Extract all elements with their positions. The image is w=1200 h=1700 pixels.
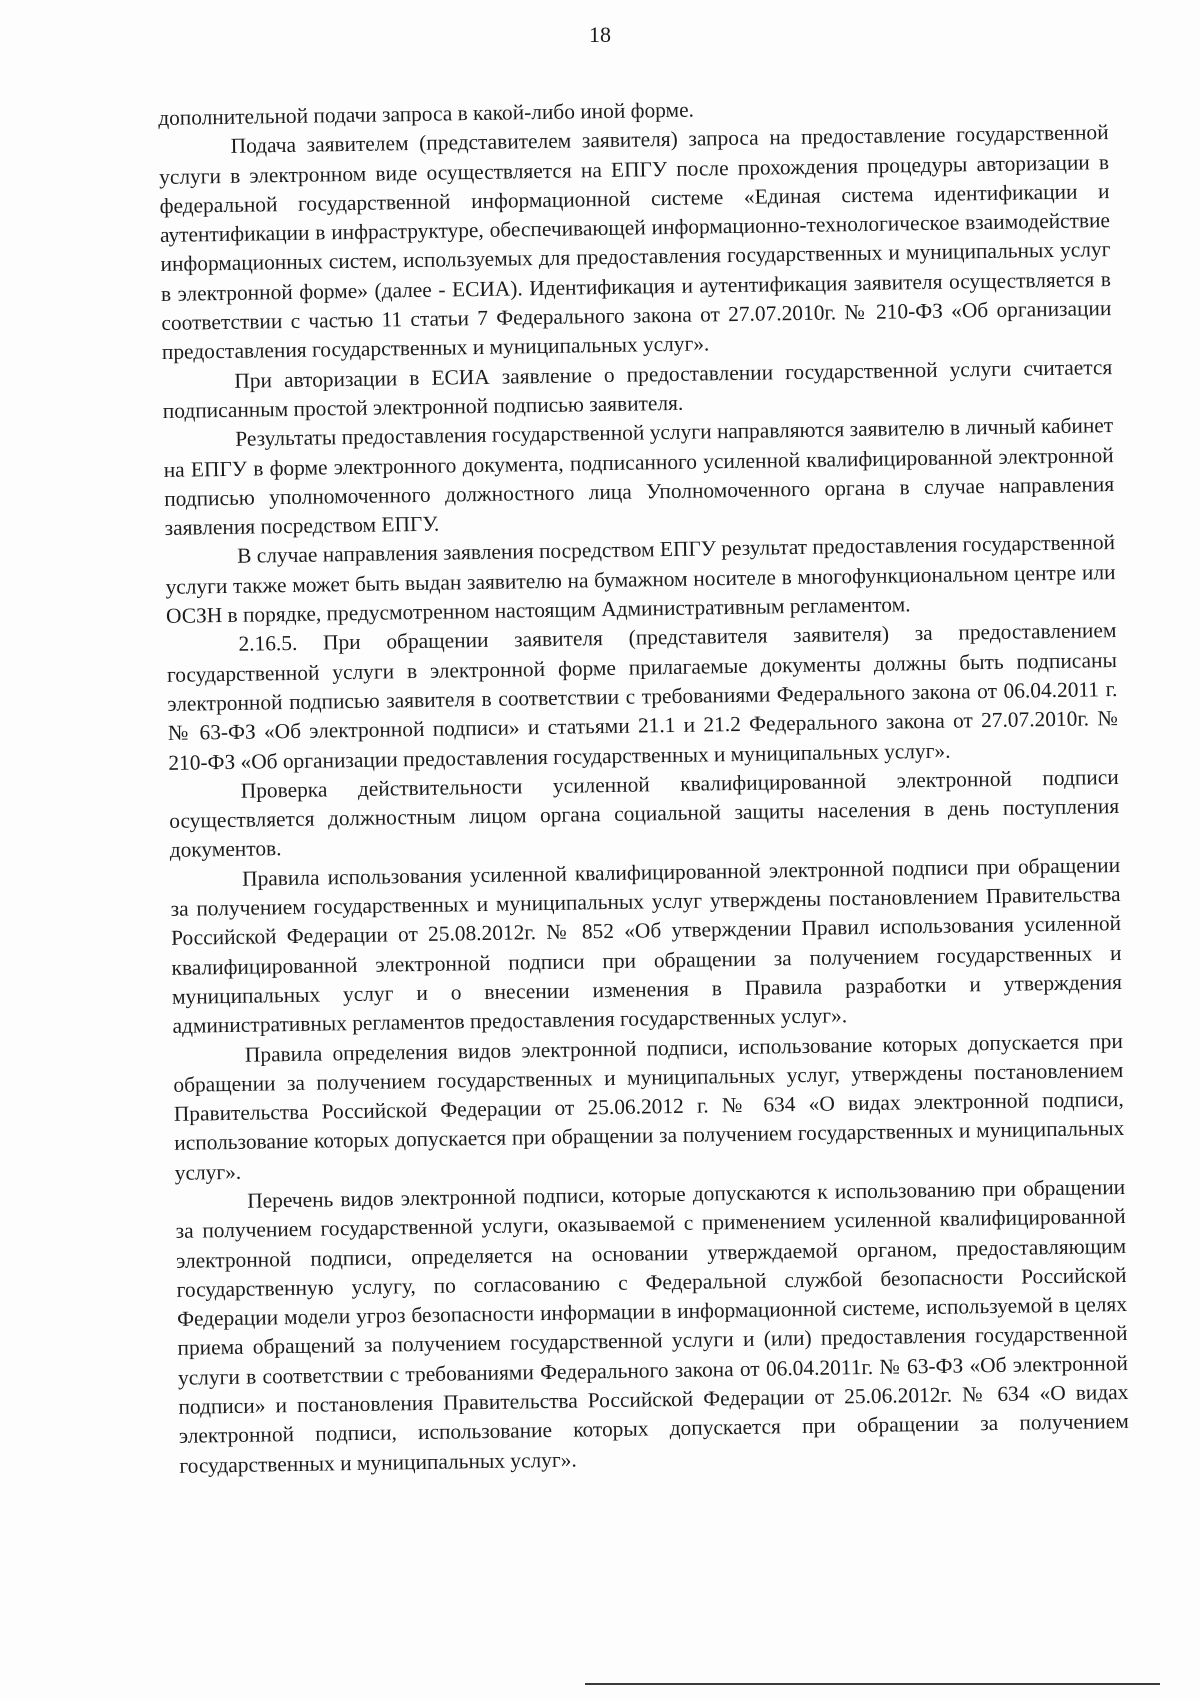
page-number: 18 — [589, 22, 611, 47]
document-body — [158, 89, 1130, 1481]
scan-edge-line — [585, 1683, 1160, 1685]
paragraph-signature-verification: Проверка действительности усиленной квалифицированной электронной подписи осуществляется должностным лицом органа социальной защиты населения в день поступления документов. — [169, 764, 1120, 863]
paragraph-service-results: Результаты предоставления государственной услуги направляются заявителю в личный кабинет на ЕПГУ в форме электронного документа, подписанного усиленной квалифицированной электронной подписью уполномоченного должностного лица Уполномоченного органа в случае направления заявления посредством ЕПГУ. — [163, 413, 1115, 541]
paragraph-signature-types-rules: Правила определения видов электронной подписи, использование которых допускается при обращении за получением государственных и муниципальных услуг, утверждены постановлением Правительства Российской Федерации от 25.06.2012 г. № 634 «О видах электронной подписи, использование которых допускается при обращении за получением государственных и муниципальных услуг». — [173, 1028, 1125, 1185]
paragraph-esia-authorization: При авторизации в ЕСИА заявление о предоставлении государственной услуги считается подписанным простой электронной подписью заявителя. — [162, 354, 1113, 423]
paragraph-2-16-5: 2.16.5. При обращении заявителя (представителя заявителя) за предоставлением государственной услуги в электронной форме прилагаемые документы должны быть подписаны электронной подписью заявителя в соответствии с требованиями Федерального закона от 06.04.2011 г. № 63-ФЗ «Об электронной подписи» и статьями 21.1 и 21.2 Федерального закона от 27.07.2010г. № 210-ФЗ «Об организации предоставления государственных и муниципальных услуг». — [166, 618, 1118, 775]
paragraph-continuation: дополнительной подачи запроса в какой-либо иной форме. — [158, 97, 695, 130]
paragraph-paper-result: В случае направления заявления посредством ЕПГУ результат предоставления государственной услуги также может быть выдан заявителю на бумажном носителе в многофункциональном центре или ОСЗН в порядке, предусмотренном настоящим Административным регламентом. — [165, 530, 1116, 628]
paragraph-epgu-submission: Подача заявителем (представителем заявителя) запроса на предоставление государственной услуги в электронном виде осуществляется на ЕПГУ после прохождения процедуры авторизации в федеральной государственной информационной системе «Единая система идентификации и аутентификации в инфраструктуре, обеспечивающей информационно-технологическое взаимодействие информационных систем, используемых для предоставления государственных и муниципальных услуг в электронной форме» (далее - ЕСИА). Идентификация и аутентификация заявителя осуществляется в соответствии с частью 11 статьи 7 Федерального закона от 27.07.2010г. № 210-ФЗ «Об организации предоставления государственных и муниципальных услуг». — [158, 120, 1112, 365]
paragraph-signature-rules: Правила использования усиленной квалифицированной электронной подписи при обращении за получением государственных и муниципальных услуг утверждены постановлением Правительства Российской Федерации от 25.08.2012г. № 852 «Об утверждении Правил использования усиленной квалифицированной электронной подписи при обращении за получением государственных и муниципальных услуг и о внесении изменения в Правила разработки и утверждения административных регламентов предоставления государственных услуг». — [170, 852, 1123, 1039]
paragraph-signature-types-list: Перечень видов электронной подписи, которые допускаются к использованию при обращении за получением государственной услуги, оказываемой с применением усиленной квалифицированной электронной подписи, определяется на основании утверждаемой органом, предоставляющим государственную услугу, по согласованию с Федеральной службой безопасности Российской Федерации модели угроз безопасности информации в информационной системе, используемой в целях приема обращений за получением государственной услуги и (или) предоставления государственной услуги в соответствии с требованиями Федерального закона от 06.04.2011г. № 63-ФЗ «Об электронной подписи» и постановления Правительства Российской Федерации от 25.06.2012г. № 634 «О видах электронной подписи, использование которых допускается при обращении за получением государственных и муниципальных услуг». — [175, 1174, 1129, 1478]
